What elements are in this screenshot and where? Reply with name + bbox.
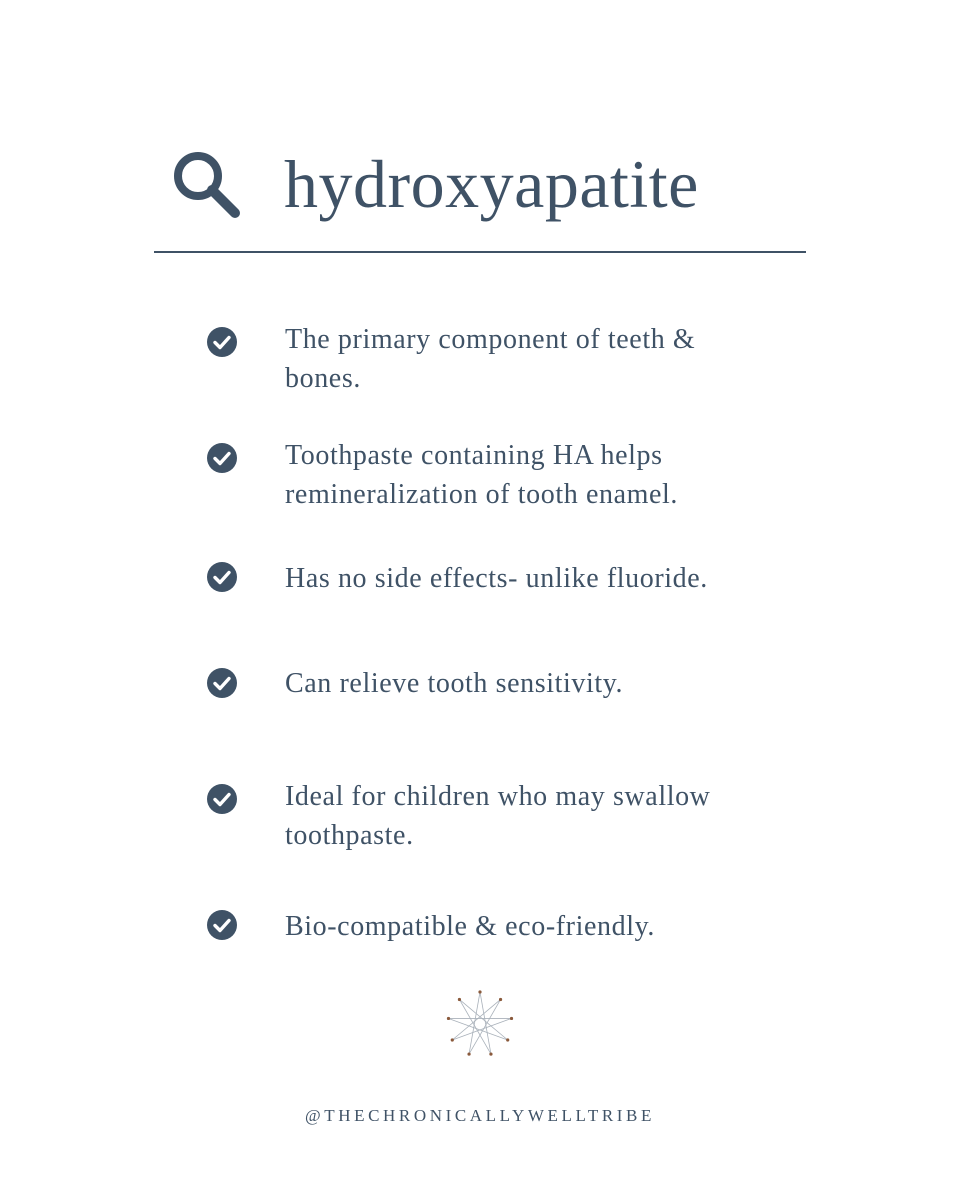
logo-dot <box>451 1038 454 1041</box>
social-handle: @THECHRONICALLYWELLTRIBE <box>305 1106 655 1125</box>
logo-dot <box>489 1052 492 1055</box>
logo-dot <box>478 990 481 993</box>
star-web-logo-icon <box>443 987 517 1061</box>
check-circle-icon <box>206 561 238 593</box>
logo-line <box>448 1018 507 1040</box>
benefit-text: Bio-compatible & eco-friendly. <box>285 911 655 942</box>
logo-dot <box>467 1052 470 1055</box>
check-circle-icon <box>206 442 238 474</box>
logo-line <box>459 999 507 1040</box>
logo-line <box>452 999 500 1040</box>
logo-dot <box>510 1017 513 1020</box>
check-circle-icon <box>206 783 238 815</box>
benefit-text: Ideal for children who may swallow toothpaste. <box>285 781 711 851</box>
check-circle-icon <box>206 909 238 941</box>
benefit-text: The primary component of teeth & bones. <box>285 324 696 394</box>
logo-line <box>452 1018 511 1040</box>
check-circle-icon <box>206 667 238 699</box>
benefit-text: Can relieve tooth sensitivity. <box>285 668 624 699</box>
logo-dot <box>499 998 502 1001</box>
benefit-text: Has no side effects- unlike fluoride. <box>285 563 708 594</box>
search-term: hydroxyapatite <box>284 146 699 222</box>
logo-dot <box>506 1038 509 1041</box>
benefit-text: Toothpaste containing HA helps remineralization of tooth enamel. <box>285 440 678 510</box>
logo-dot <box>458 998 461 1001</box>
check-circle-icon <box>206 326 238 358</box>
logo-dot <box>447 1017 450 1020</box>
